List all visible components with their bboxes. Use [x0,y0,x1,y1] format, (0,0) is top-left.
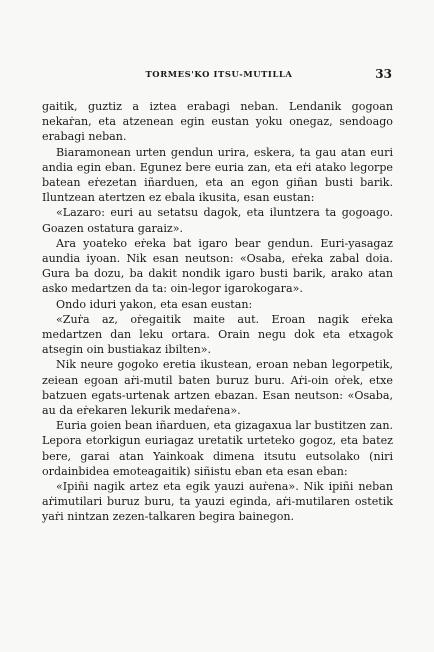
paragraph-1: gaitik, guztiz a iztea erabagi neban. Lendanik gogoan nekaṙan, eta atzenean egin eustan yoku onegaz, sendoago erabagi neban. [42,100,393,144]
running-title: TORMES'KO ITSU-MUTILLA [145,69,293,79]
paragraph-3: «Lazaro: euri au setatsu dagok, eta iluntzera ta gogoago. Goazen ostatura garaiz». [42,206,393,235]
paragraph-2: Biaramonean urten gendun urira, eskera, ta gau atan euri andia egin eban. Egunez bere euria zan, eta eṙi atako legorpe batean eṙezetan iñarduen, eta an egon giñan busti barik. Iluntzean atertzen ez ebala ikusita, esan eustan: [42,145,393,205]
paragraph-4: Ara yoateko eṙeka bat igaro bear gendun. Euri-yasagaz aundia iyoan. Nik esan neutson: «Osaba, eṙeka zabal doia. Gura ba dozu, ba dakit nondik igaro busti barik, arako atan asko medartzen da ta: oin-legor igarokogara». [42,236,393,296]
running-head [46,69,392,83]
body-text [42,99,393,525]
paragraph-7: Nik neure gogoko eretia ikustean, eroan neban legorpetik, zeiean egoan aṙi-mutil baten buruz buru. Aṙi-oin oṙek, etxe batzuen egats-urtenak artzen ebazan. Esan neutson: «Osaba, au da eṙekaren lekurik medaṙena». [42,358,393,418]
paragraph-8: Euria goien bean iñarduen, eta gizagaxua lar bustitzen zan. Lepora etorkigun euriagaz uretatik urteteko gogoz, eta batez bere, garai atan Yainkoak dimena itsutu eutsolako (niri ordainbidea emoteagaitik) siñistu eban eta esan eban: [42,419,393,478]
page-number: 33 [375,67,392,81]
paragraph-5: Ondo iduri yakon, eta esan eustan: [56,297,253,311]
paragraph-6: «Zuṙa az, oṙegaitik maite aut. Eroan nagik eṙeka medartzen dan leku ortara. Orain negu dok eta etxagok atsegin oin bustiakaz ibilten». [42,312,393,357]
paragraph-9: «Ipiñi nagik artez eta egik yauzi auṙena». Nik ipiñi neban aṙimutilari buruz buru, ta yauzi eginda, aṙi-mutilaren ostetik yaṙi nintzan zezen-talkaren begira bainegon. [42,480,393,524]
